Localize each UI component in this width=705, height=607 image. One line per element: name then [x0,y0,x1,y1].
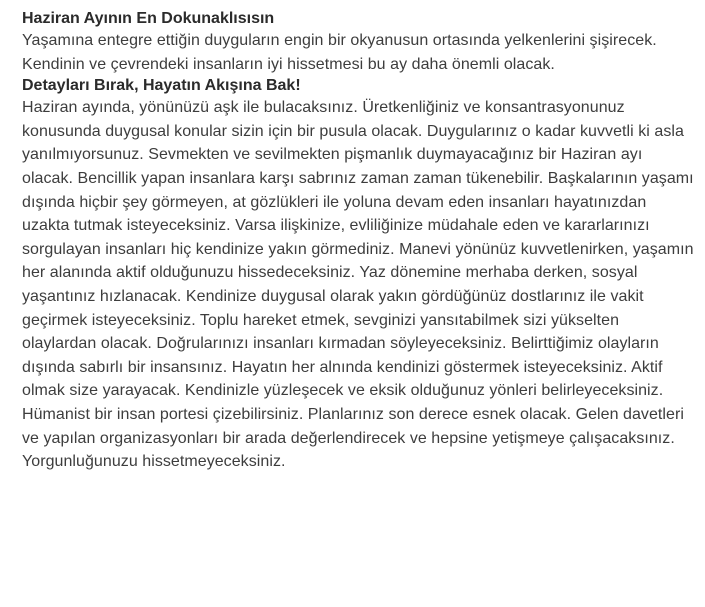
body-paragraph: Haziran ayında, yönünüzü aşk ile bulacaksınız. Üretkenliğiniz ve konsantrasyonunuz konusunda duygusal konular sizin için bir pusula olacak. Duygularınız o kadar kuvvetli ki asla yanılmıyorsunuz. Sevmekten ve sevilmekten pişmanlık duymayacağınız bir Haziran ayı olacak. Bencillik yapan insanlara karşı sabrınız zaman zaman tükenebilir. Başkalarının yaşamı dışında hiçbir şey görmeyen, at gözlükleri ile yoluna devam eden insanları hayatınızdan uzakta tutmak isteyeceksiniz. Varsa ilişkinize, evliliğinize müdahale eden ve kararlarınızı sorgulayan insanları hiç kendinize yakın görmediniz. Manevi yönünüz kuvvetlenirken, yaşamın her alanında aktif olduğunuzu hissedeceksiniz. Yaz dönemine merhaba derken, sosyal yaşantınız hızlanacak. Kendinize duygusal olarak yakın gördüğünüz dostlarınız ile vakit geçirmek isteyeceksiniz. Toplu hareket etmek, sevginizi yansıtabilmek sizi yükselten olaylardan olacak. Doğrularınızı insanları kırmadan söyleyeceksiniz. Belirttiğimiz olayların dışında sabırlı bir insansınız. Hayatın her alnında kendinizi göstermek isteyeceksiniz. Aktif olmak size yarayacak. Kendinizle yüzleşecek ve eksik olduğunuz yönleri belirleyeceksiniz. Hümanist bir insan portesi çizebilirsiniz. Planlarınız son derece esnek olacak. Gelen davetleri ve yapılan organizasyonları bir arada değerlendirecek ve hepsine yetişmeye çalışacaksınız. Yorgunluğunuzu hissetmeyeceksiniz. [22,99,694,471]
section-heading-flow: Detayları Bırak, Hayatın Akışına Bak! [22,77,301,95]
section-heading-june: Haziran Ayının En Dokunaklısısın [22,10,275,27]
intro-paragraph: Yaşamına entegre ettiğin duyguların engin bir okyanusun ortasında yelkenlerini şişirecek. Kendinin ve çevrendeki insanların iyi hissetmesi bu ay daha önemli olacak. [22,32,657,73]
